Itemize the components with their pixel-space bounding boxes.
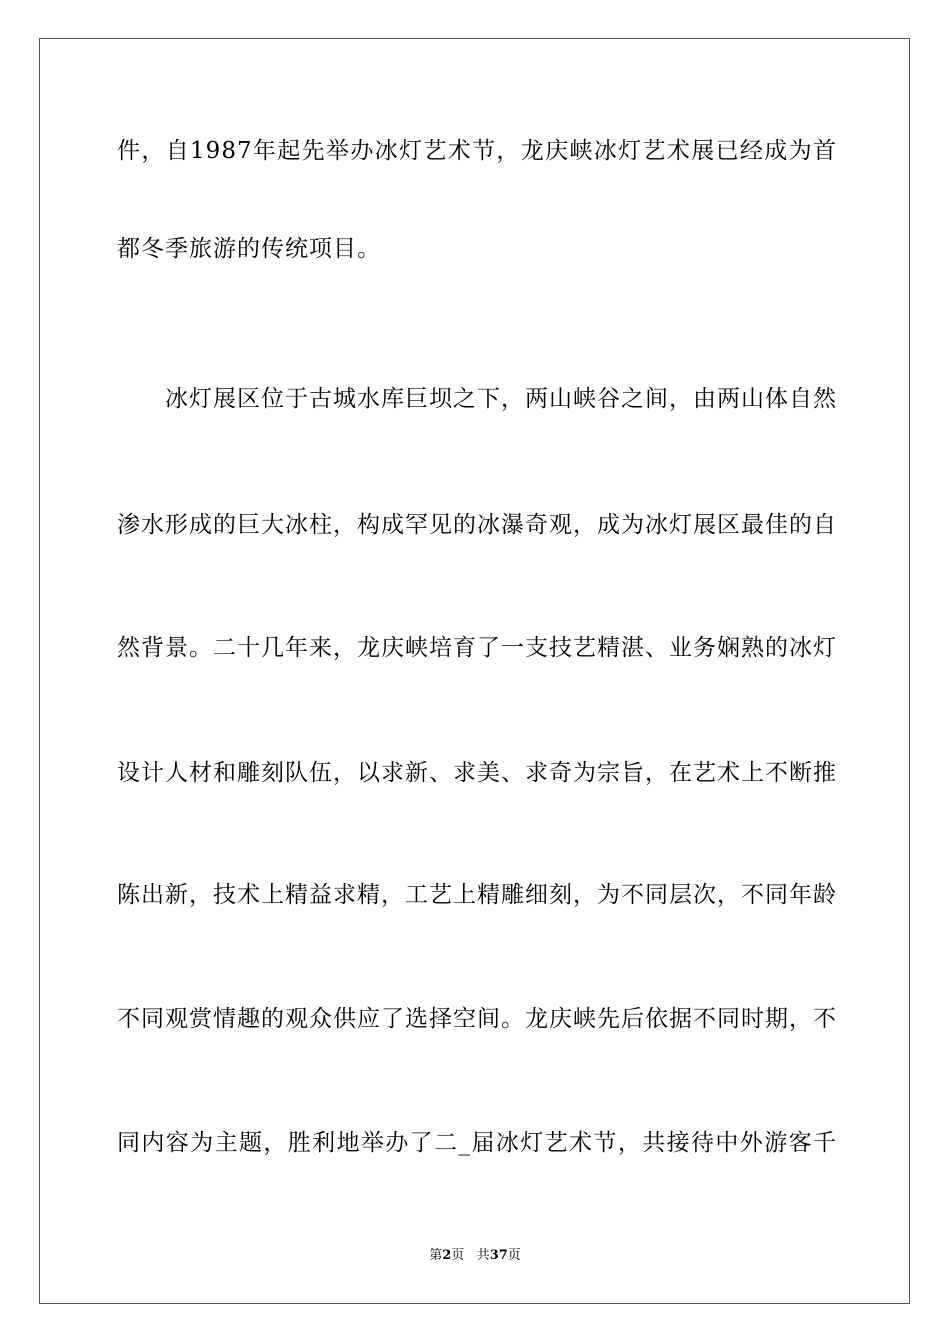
body-line-2: 都冬季旅游的传统项目。 xyxy=(117,236,381,262)
body-line-7: 陈出新，技术上精益求精，工艺上精雕细刻，为不同层次，不同年龄 xyxy=(117,882,837,908)
total-prefix: 共 xyxy=(476,1248,490,1263)
body-line-1: 件，自1987年起先举办冰灯艺术节，龙庆峡冰灯艺术展已经成为首 xyxy=(117,138,837,164)
body-line-8: 不同观赏情趣的观众供应了选择空间。龙庆峡先后依据不同时期，不 xyxy=(117,1006,837,1032)
body-line-9: 同内容为主题，胜利地举办了二_届冰灯艺术节，共接待中外游客千 xyxy=(117,1130,837,1156)
body-line-5: 然背景。二十几年来，龙庆峡培育了一支技艺精湛、业务娴熟的冰灯 xyxy=(117,635,837,661)
page-prefix: 第 xyxy=(429,1248,443,1263)
page-footer xyxy=(0,1247,950,1265)
page-number-total: 37 xyxy=(489,1248,508,1263)
page-frame xyxy=(39,38,910,1304)
total-suffix: 页 xyxy=(507,1248,521,1263)
body-line-3-paragraph-start: 冰灯展区位于古城水库巨坝之下，两山峡谷之间，由两山体自然 xyxy=(165,386,837,412)
page-number-current: 2 xyxy=(442,1248,452,1263)
page-suffix: 页 xyxy=(451,1248,465,1263)
body-line-6: 设计人材和雕刻队伍，以求新、求美、求奇为宗旨，在艺术上不断推 xyxy=(117,760,837,786)
body-line-4: 渗水形成的巨大冰柱，构成罕见的冰瀑奇观，成为冰灯展区最佳的自 xyxy=(117,512,837,538)
